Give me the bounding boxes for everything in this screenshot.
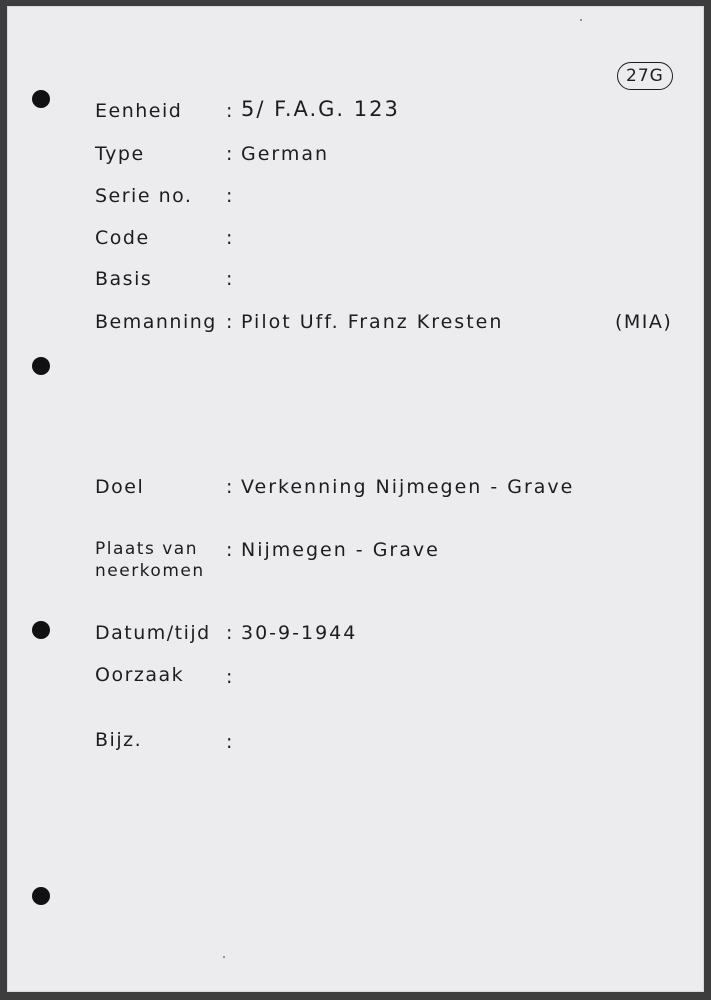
punch-hole-2: [32, 357, 50, 375]
value-plaats: Nijmegen - Grave: [241, 539, 440, 561]
label-eenheid: Eenheid: [95, 100, 183, 122]
label-oorzaak: Oorzaak: [95, 664, 185, 686]
colon-datum-tijd: :: [226, 622, 234, 644]
colon-plaats: :: [226, 539, 234, 561]
label-datum-tijd: Datum/tijd: [95, 622, 211, 644]
punch-hole-4: [32, 887, 50, 905]
page-number-badge: 27G: [617, 62, 673, 90]
value-doel: Verkenning Nijmegen - Grave: [241, 476, 575, 498]
document-page: [7, 6, 704, 992]
label-code: Code: [95, 227, 150, 249]
label-basis: Basis: [95, 268, 153, 290]
value-type: German: [241, 143, 330, 165]
paper-speck: [223, 956, 225, 958]
colon-bemanning: :: [226, 311, 234, 333]
colon-bijz: :: [226, 731, 234, 753]
colon-doel: :: [226, 476, 234, 498]
punch-hole-3: [32, 621, 50, 639]
note-bemanning-mia: (MIA): [615, 311, 673, 333]
colon-code: :: [226, 227, 234, 249]
label-bijz: Bijz.: [95, 729, 143, 751]
label-type: Type: [95, 143, 145, 165]
colon-eenheid: :: [226, 100, 234, 122]
value-bemanning: Pilot Uff. Franz Kresten: [241, 311, 504, 333]
paper-speck: [580, 19, 582, 21]
label-doel: Doel: [95, 476, 145, 498]
value-eenheid: 5/ F.A.G. 123: [241, 97, 400, 121]
colon-serie-no: :: [226, 185, 234, 207]
label-serie-no: Serie no.: [95, 185, 193, 207]
label-bemanning: Bemanning: [95, 311, 217, 333]
label-plaats-van-neerkomen: Plaats van neerkomen: [95, 539, 205, 581]
value-datum-tijd: 30-9-1944: [241, 622, 358, 644]
colon-type: :: [226, 143, 234, 165]
punch-hole-1: [32, 90, 50, 108]
colon-oorzaak: :: [226, 666, 234, 688]
colon-basis: :: [226, 268, 234, 290]
